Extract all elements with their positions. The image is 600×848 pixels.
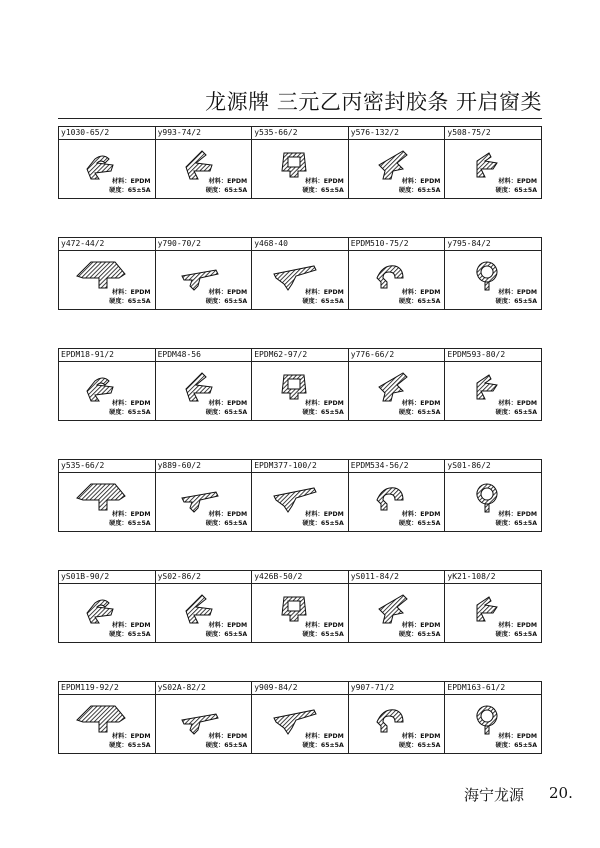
seal-profile-drawing: [363, 478, 419, 514]
material-spec: 材料：EPDM: [305, 400, 344, 407]
seal-profile-drawing: [73, 256, 129, 292]
product-code: y1030-65/2: [59, 127, 156, 140]
hardness-spec: 硬度：65±5A: [398, 409, 441, 416]
seal-profile-drawing: [459, 256, 515, 292]
hardness-spec: 硬度：65±5A: [398, 520, 441, 527]
profile-cell: [348, 251, 445, 310]
profile-cell: [155, 695, 252, 754]
company-name: 海宁龙源: [464, 786, 525, 804]
product-code: y472-44/2: [59, 238, 156, 251]
hardness-spec: 硬度：65±5A: [109, 409, 151, 416]
profile-cell: [155, 251, 252, 310]
material-spec: 材料：EPDM: [111, 622, 151, 629]
hardness-spec: 硬度：65±5A: [302, 187, 344, 194]
seal-profile-drawing: [170, 478, 226, 514]
hardness-spec: 硬度：65±5A: [495, 409, 537, 416]
profile-cell: [348, 473, 445, 532]
product-code: EPDM18-91/2: [59, 349, 156, 362]
material-spec: 材料：EPDM: [111, 511, 151, 518]
drawing-row: [59, 140, 542, 199]
hardness-spec: 硬度：65±5A: [109, 298, 151, 305]
hardness-spec: 硬度：65±5A: [495, 520, 537, 527]
profile-cell: [252, 695, 349, 754]
material-spec: 材料：EPDM: [498, 400, 537, 407]
seal-profile-drawing: [170, 589, 226, 625]
profile-cell: [445, 251, 542, 310]
product-code: EPDM593-80/2: [445, 349, 542, 362]
seal-profile-drawing: [73, 589, 129, 625]
seal-profile-drawing: [266, 700, 322, 736]
profile-cell: [445, 695, 542, 754]
profile-table: [58, 126, 542, 199]
material-spec: 材料：EPDM: [111, 178, 151, 185]
seal-profile-drawing: [170, 145, 226, 181]
profile-cell: [348, 584, 445, 643]
profile-cell: [59, 473, 156, 532]
product-code: y889-60/2: [155, 460, 252, 473]
drawing-row: [59, 584, 542, 643]
product-code: y993-74/2: [155, 127, 252, 140]
seal-profile-drawing: [459, 367, 515, 403]
product-code: y907-71/2: [348, 682, 445, 695]
product-code: y795-84/2: [445, 238, 542, 251]
title-rule: [58, 118, 542, 119]
product-code: y909-84/2: [252, 682, 349, 695]
code-row: [59, 682, 542, 695]
seal-profile-drawing: [73, 478, 129, 514]
seal-profile-drawing: [266, 478, 322, 514]
hardness-spec: 硬度：65±5A: [495, 187, 537, 194]
profile-table: [58, 348, 542, 421]
material-spec: 材料：EPDM: [111, 733, 151, 740]
hardness-spec: 硬度：65±5A: [398, 742, 441, 749]
hardness-spec: 硬度：65±5A: [205, 409, 248, 416]
page-title: 龙源牌 三元乙丙密封胶条 开启窗类: [205, 90, 542, 114]
product-code: yS02-86/2: [155, 571, 252, 584]
profile-cell: [445, 473, 542, 532]
seal-profile-drawing: [363, 145, 419, 181]
profile-cell: [445, 140, 542, 199]
product-code: y508-75/2: [445, 127, 542, 140]
hardness-spec: 硬度：65±5A: [205, 298, 248, 305]
product-code: yS01B-90/2: [59, 571, 156, 584]
material-spec: 材料：EPDM: [401, 733, 441, 740]
profile-cell: [155, 362, 252, 421]
material-spec: 材料：EPDM: [401, 178, 441, 185]
product-code: y535-66/2: [252, 127, 349, 140]
hardness-spec: 硬度：65±5A: [398, 187, 441, 194]
material-spec: 材料：EPDM: [498, 622, 537, 629]
seal-profile-drawing: [459, 478, 515, 514]
product-code: EPDM119-92/2: [59, 682, 156, 695]
profile-cell: [348, 695, 445, 754]
seal-profile-drawing: [266, 256, 322, 292]
profile-cell: [59, 584, 156, 643]
hardness-spec: 硬度：65±5A: [205, 742, 248, 749]
product-code: y426B-50/2: [252, 571, 349, 584]
drawing-row: [59, 473, 542, 532]
page-number: 20.: [549, 784, 573, 802]
material-spec: 材料：EPDM: [208, 178, 248, 185]
material-spec: 材料：EPDM: [305, 289, 344, 296]
material-spec: 材料：EPDM: [208, 622, 248, 629]
hardness-spec: 硬度：65±5A: [109, 742, 151, 749]
profile-cell: [155, 473, 252, 532]
seal-profile-drawing: [363, 700, 419, 736]
seal-profile-drawing: [266, 145, 322, 181]
material-spec: 材料：EPDM: [401, 289, 441, 296]
hardness-spec: 硬度：65±5A: [495, 742, 537, 749]
product-code: EPDM377-100/2: [252, 460, 349, 473]
product-code: y576-132/2: [348, 127, 445, 140]
material-spec: 材料：EPDM: [401, 400, 441, 407]
product-code: EPDM534-56/2: [348, 460, 445, 473]
material-spec: 材料：EPDM: [305, 178, 344, 185]
profile-cell: [155, 584, 252, 643]
material-spec: 材料：EPDM: [111, 289, 151, 296]
material-spec: 材料：EPDM: [111, 400, 151, 407]
hardness-spec: 硬度：65±5A: [302, 409, 344, 416]
product-code: yK21-108/2: [445, 571, 542, 584]
hardness-spec: 硬度：65±5A: [302, 742, 344, 749]
code-row: [59, 460, 542, 473]
profile-cell: [252, 140, 349, 199]
hardness-spec: 硬度：65±5A: [302, 298, 344, 305]
profile-cell: [59, 251, 156, 310]
profile-table: [58, 681, 542, 754]
profile-cell: [348, 140, 445, 199]
hardness-spec: 硬度：65±5A: [205, 187, 248, 194]
seal-profile-drawing: [363, 256, 419, 292]
material-spec: 材料：EPDM: [208, 511, 248, 518]
code-row: [59, 238, 542, 251]
profile-cell: [252, 251, 349, 310]
hardness-spec: 硬度：65±5A: [495, 298, 537, 305]
material-spec: 材料：EPDM: [498, 289, 537, 296]
seal-profile-drawing: [170, 256, 226, 292]
profile-cell: [155, 140, 252, 199]
material-spec: 材料：EPDM: [208, 733, 248, 740]
product-code: yS02A-82/2: [155, 682, 252, 695]
drawing-row: [59, 695, 542, 754]
product-code: yS01-86/2: [445, 460, 542, 473]
product-code: EPDM510-75/2: [348, 238, 445, 251]
material-spec: 材料：EPDM: [305, 733, 344, 740]
material-spec: 材料：EPDM: [498, 178, 537, 185]
seal-profile-drawing: [363, 367, 419, 403]
seal-profile-drawing: [170, 700, 226, 736]
material-spec: 材料：EPDM: [401, 622, 441, 629]
profile-cell: [59, 140, 156, 199]
hardness-spec: 硬度：65±5A: [302, 631, 344, 638]
drawing-row: [59, 251, 542, 310]
hardness-spec: 硬度：65±5A: [109, 631, 151, 638]
product-code: y776-66/2: [348, 349, 445, 362]
profile-cell: [252, 584, 349, 643]
product-code: EPDM48-56: [155, 349, 252, 362]
seal-profile-drawing: [73, 700, 129, 736]
product-code: y468-40: [252, 238, 349, 251]
profile-cell: [252, 473, 349, 532]
profile-cell: [445, 584, 542, 643]
hardness-spec: 硬度：65±5A: [302, 520, 344, 527]
material-spec: 材料：EPDM: [208, 400, 248, 407]
seal-profile-drawing: [459, 700, 515, 736]
seal-profile-drawing: [266, 367, 322, 403]
hardness-spec: 硬度：65±5A: [205, 520, 248, 527]
product-code: y790-70/2: [155, 238, 252, 251]
seal-profile-drawing: [459, 589, 515, 625]
product-code: yS011-84/2: [348, 571, 445, 584]
material-spec: 材料：EPDM: [305, 511, 344, 518]
hardness-spec: 硬度：65±5A: [109, 520, 151, 527]
profile-table: [58, 570, 542, 643]
product-code: EPDM163-61/2: [445, 682, 542, 695]
product-code: y535-66/2: [59, 460, 156, 473]
material-spec: 材料：EPDM: [498, 511, 537, 518]
drawing-row: [59, 362, 542, 421]
profile-cell: [445, 362, 542, 421]
code-row: [59, 127, 542, 140]
seal-profile-drawing: [73, 145, 129, 181]
profile-table: [58, 237, 542, 310]
seal-profile-drawing: [363, 589, 419, 625]
material-spec: 材料：EPDM: [305, 622, 344, 629]
profile-cell: [59, 695, 156, 754]
material-spec: 材料：EPDM: [208, 289, 248, 296]
seal-profile-drawing: [459, 145, 515, 181]
code-row: [59, 571, 542, 584]
product-code: EPDM62-97/2: [252, 349, 349, 362]
hardness-spec: 硬度：65±5A: [495, 631, 537, 638]
profile-cell: [59, 362, 156, 421]
hardness-spec: 硬度：65±5A: [109, 187, 151, 194]
material-spec: 材料：EPDM: [401, 511, 441, 518]
seal-profile-drawing: [170, 367, 226, 403]
seal-profile-drawing: [73, 367, 129, 403]
profile-table: [58, 459, 542, 532]
hardness-spec: 硬度：65±5A: [398, 631, 441, 638]
hardness-spec: 硬度：65±5A: [205, 631, 248, 638]
material-spec: 材料：EPDM: [498, 733, 537, 740]
seal-profile-drawing: [266, 589, 322, 625]
code-row: [59, 349, 542, 362]
profile-cell: [252, 362, 349, 421]
profile-cell: [348, 362, 445, 421]
hardness-spec: 硬度：65±5A: [398, 298, 441, 305]
